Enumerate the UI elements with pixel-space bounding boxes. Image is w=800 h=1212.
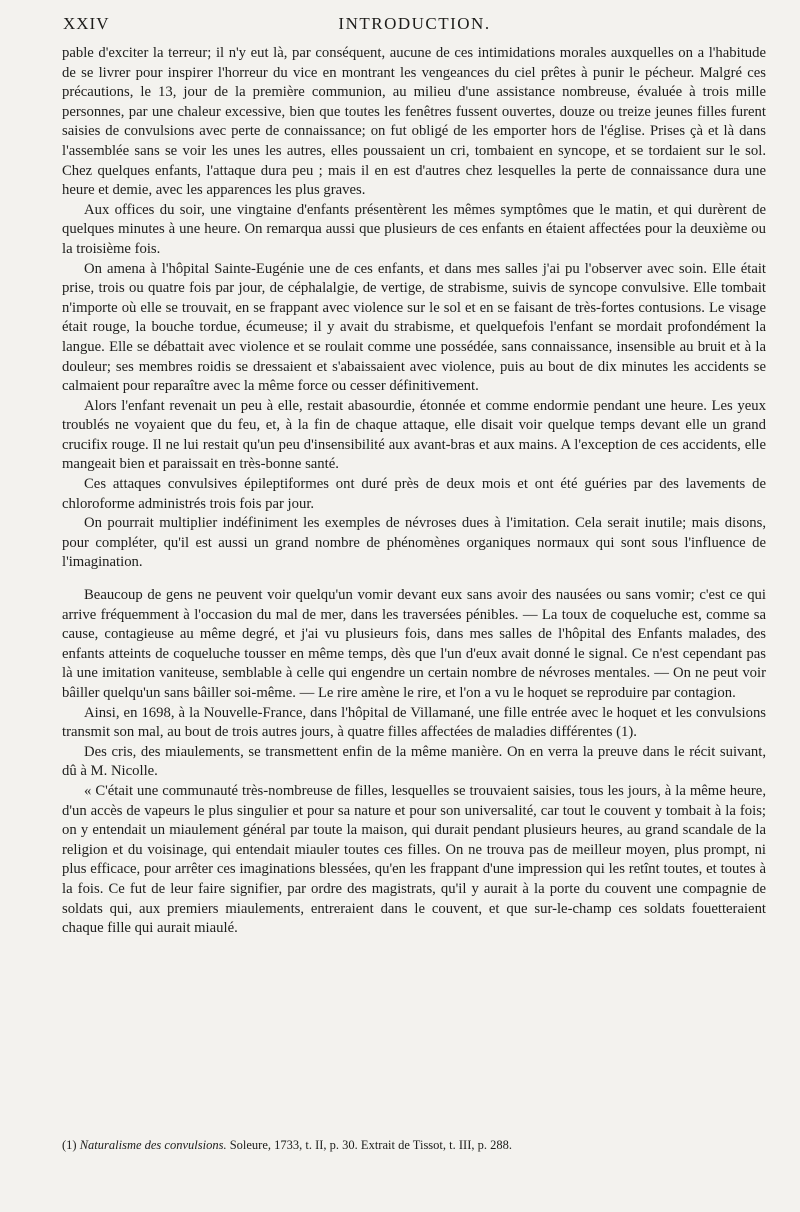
body-text bbox=[62, 44, 766, 939]
paragraph-6: On pourrait multiplier indéfiniment les exemples de névroses dues à l'imitation. Cela serait inutile; mais disons, pour compléter, qu'il est aussi un grand nombre de phénomènes organiques normaux qui sont sous l'influence de l'imagination. bbox=[62, 515, 766, 571]
page-number: XXIV bbox=[63, 14, 110, 33]
footnote-number: (1) bbox=[62, 1138, 77, 1152]
paragraph-2: Aux offices du soir, une vingtaine d'enfants présentèrent les mêmes symptômes que le matin, et qui durèrent de quelques minutes à une heure. On remarqua aussi que plusieurs de ces enfants en étaient affectées pour la deuxième ou la troisième fois. bbox=[62, 201, 766, 257]
running-title: INTRODUCTION. bbox=[338, 14, 491, 33]
page-header bbox=[63, 14, 766, 36]
paragraph-5: Ces attaques convulsives épileptiformes ont duré près de deux mois et ont été guéries par des lavements de chloroforme administrés trois fois par jour. bbox=[62, 476, 766, 512]
paragraph-1: pable d'exciter la terreur; il n'y eut là, par conséquent, aucune de ces intimidations morales auxquelles on a l'habitude de se livrer pour inspirer l'horreur du vice en montrant les vengeances du ciel prêtes à punir le pécheur. Malgré ces précautions, le 13, jour de la première communion, au milieu d'une assistance nombreuse, évaluée à trois mille personnes, par une chaleur excessive, bien que toutes les fenêtres fussent ouvertes, douze ou treize jeunes filles furent saisies de convulsions avec perte de connaissance; on fut obligé de les emporter hors de l'église. Prises çà et là dans l'assemblée sans se voir les unes les autres, elles poussaient un cri, tombaient en syncope, et se tordaient sur le sol. Chez quelques enfants, l'attaque dura peu ; mais il en est d'autres chez lesquelles la perte de connaissance dura une heure et demie, avec les apparences les plus graves. bbox=[62, 45, 766, 199]
paragraph-10: « C'était une communauté très-nombreuse de filles, lesquelles se trouvaient saisies, tous les jours, à la même heure, d'un accès de vapeurs le plus singulier et pour sa nature et pour son universalité, car tout le couvent y tombait à la fois; on y entendait un miaulement général par toute la maison, qui durait pendant plusieurs heures, au grand scandale de la religion et du voisinage, qui entendait miauler toutes ces filles. On ne trouva pas de meilleur moyen, plus prompt, ni plus efficace, pour arrêter ces imaginations blessées, qu'en les frappant d'une impression qui les retînt toutes, et toutes à la fois. Ce fut de leur faire signifier, par ordre des magistrats, qu'il y aurait à la porte du couvent une compagnie de soldats qui, aux premiers miaulements, entreraient dans le couvent, et que sur-le-champ ces soldats fouetteraient chaque fille qui aurait miaulé. bbox=[62, 782, 766, 937]
paragraph-4: Alors l'enfant revenait un peu à elle, restait abasourdie, étonnée et comme endormie pendant une heure. Les yeux troublés ne voyaient que du feu, et, à la fin de chaque attaque, elle disait voir quelque temps devant elle un grand crucifix rouge. Il ne lui restait qu'un peu d'insensibilité aux avant-bras et aux mains. A l'exception de ces accidents, elle mangeait bien et paraissait en très-bonne santé. bbox=[62, 397, 766, 473]
paragraph-9: Des cris, des miaulements, se transmettent enfin de la même manière. On en verra la preuve dans le récit suivant, dû à M. Nicolle. bbox=[62, 743, 766, 780]
footnote-text: Soleure, 1733, t. II, p. 30. Extrait de Tissot, t. III, p. 288. bbox=[229, 1138, 512, 1152]
footnote-title: Naturalisme des convulsions. bbox=[79, 1138, 227, 1152]
paragraph-3: On amena à l'hôpital Sainte-Eugénie une de ces enfants, et dans mes salles j'ai pu l'observer avec soin. Elle était prise, trois ou quatre fois par jour, de céphalalgie, de vertige, de strabisme, suivis de syncope convulsive. Elle tombait n'importe où elle se trouvait, en se frappant avec violence sur le sol et en se faisant de très-fortes contusions. Le visage était rouge, la bouche tordue, écumeuse; il y avait du strabisme, et quelquefois l'enfant se mordait profondément la langue. Elle se débattait avec violence et se roulait comme une possédée, sans connaissance, insensible au bruit et à la douleur; ses membres roidis se dressaient et s'abaissaient avec violence, puis au bout de dix minutes les accidents se calmaient pour reparaître avec la même force ou cesser définitivement. bbox=[62, 260, 766, 395]
paragraph-7: Beaucoup de gens ne peuvent voir quelqu'un vomir devant eux sans avoir des nausées ou sans vomir; c'est ce qui arrive fréquemment à l'occasion du mal de mer, dans les traversées pénibles. — La toux de coqueluche est, comme sa cause, contagieuse au même degré, et j'ai vu plusieurs fois, dans mes salles de l'hôpital des Enfants malades, des enfants atteints de coqueluche tousser en même temps, dès que l'un d'eux avait donné le signal. Ce n'est cependant pas là une imitation vaniteuse, semblable à celle qui engendre un certain nombre de névroses mentales. — On ne peut voir bâiller quelqu'un sans bâiller soi-même. — Le rire amène le rire, et l'on a vu le hoquet se reproduire par contagion. bbox=[62, 587, 766, 701]
paragraph-8: Ainsi, en 1698, à la Nouvelle-France, dans l'hôpital de Villamané, une fille entrée avec le hoquet et les convulsions transmit son mal, au bout de trois autres jours, à quatre filles affectées de maladies différentes (1). bbox=[62, 704, 766, 741]
footnote bbox=[62, 1137, 766, 1153]
